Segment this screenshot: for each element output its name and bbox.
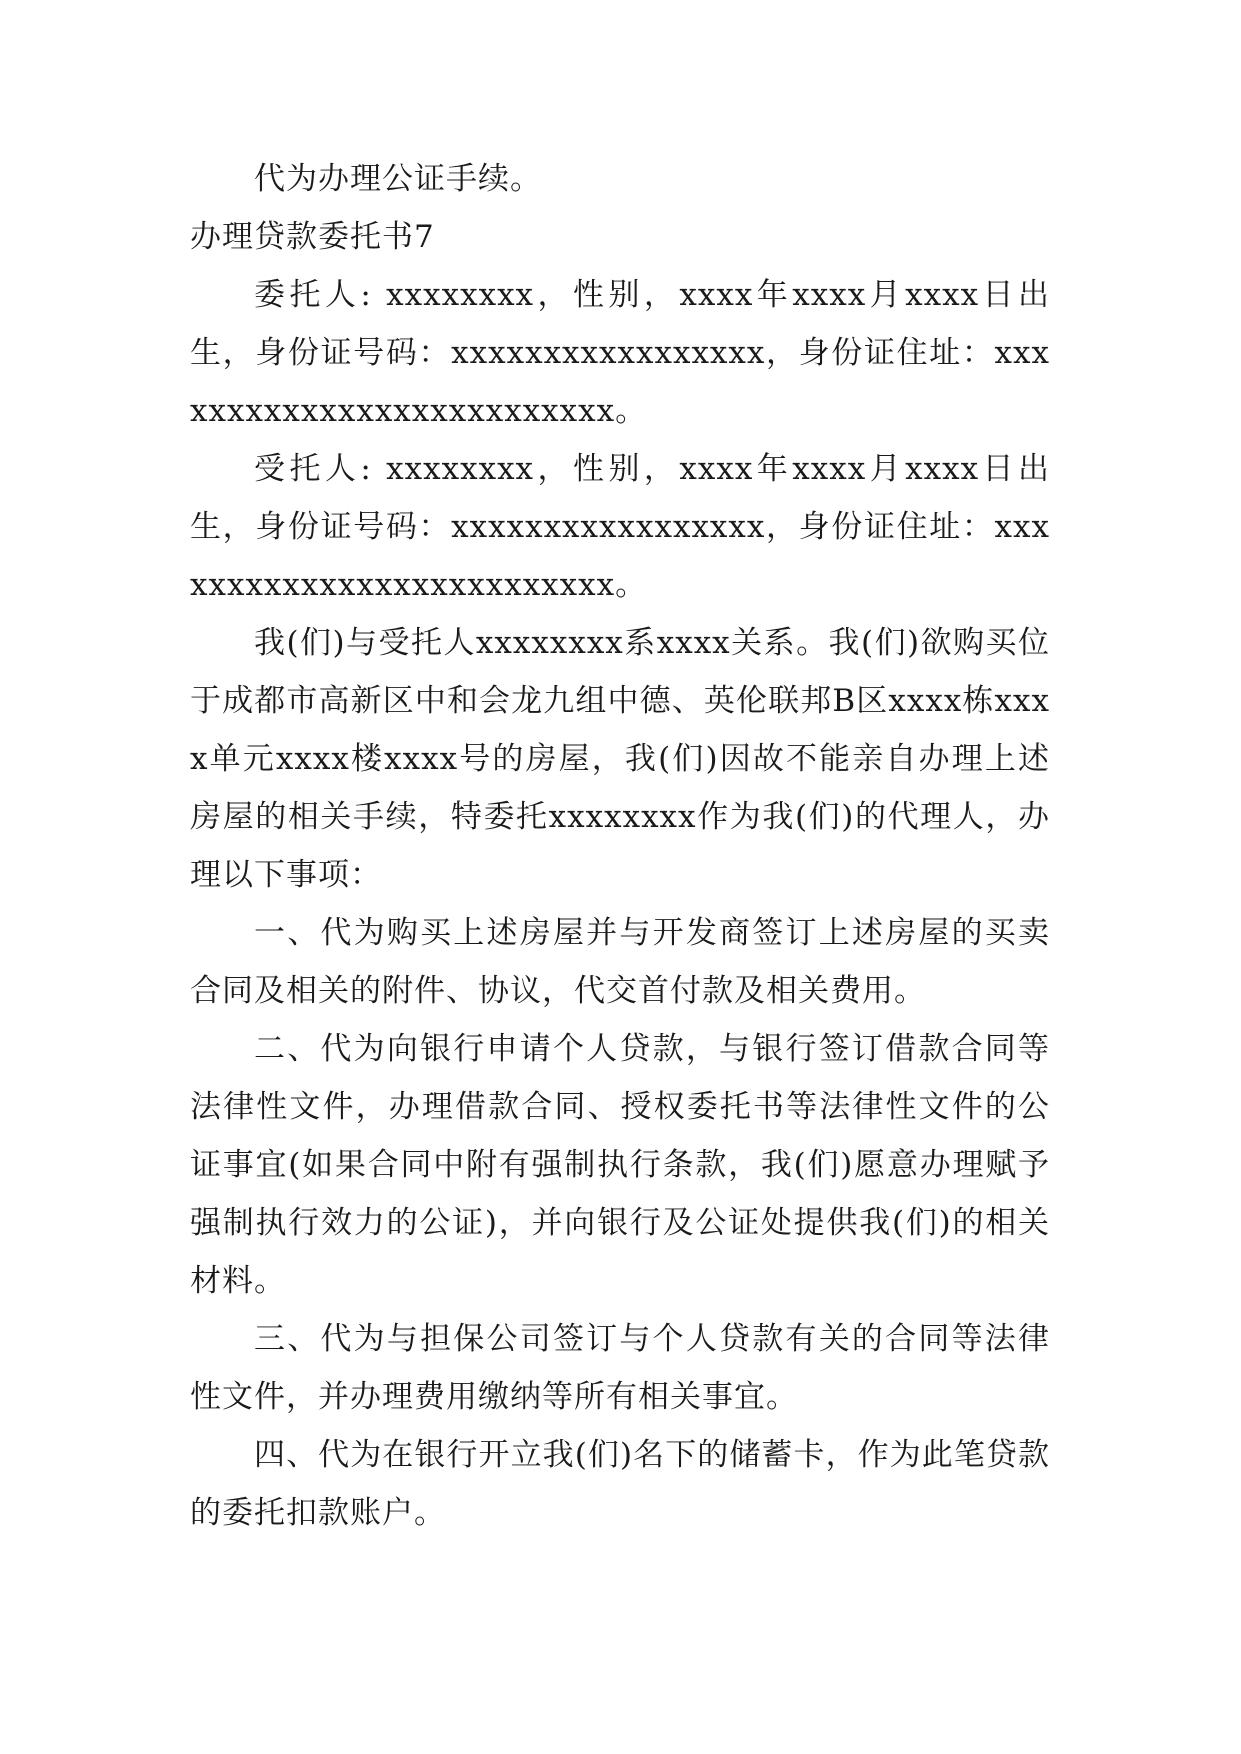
paragraph-item-2: 二、代为向银行申请个人贷款，与银行签订借款合同等法律性文件，办理借款合同、授权委托书等法律性文件的公证事宜(如果合同中附有强制执行条款，我(们)愿意办理赋予强制执行效力的公证)，并向银行及公证处提供我(们)的相关材料。	[190, 1031, 1050, 1299]
document-body	[190, 150, 1050, 1542]
paragraph-continuation: 代为办理公证手续。	[254, 161, 542, 197]
paragraph-item-3: 三、代为与担保公司签订与个人贷款有关的合同等法律性文件，并办理费用缴纳等所有相关事宜。	[190, 1321, 1050, 1415]
paragraph-purpose: 我(们)与受托人xxxxxxxx系xxxx关系。我(们)欲购买位于成都市高新区中和会龙九组中德、英伦联邦B区xxxx栋xxxx单元xxxx楼xxxx号的房屋，我(们)因故不能亲自办理上述房屋的相关手续，特委托xxxxxxxx作为我(们)的代理人，办理以下事项：	[190, 625, 1050, 893]
paragraph-item-4: 四、代为在银行开立我(们)名下的储蓄卡，作为此笔贷款的委托扣款账户。	[190, 1437, 1050, 1531]
paragraph-principal: 委托人: xxxxxxxx，性别，xxxx年xxxx月xxxx日出生，身份证号码：xxxxxxxxxxxxxxxxx，身份证住址：xxxxxxxxxxxxxxxxxxxxxxxxxx。	[190, 277, 1050, 429]
section-heading: 办理贷款委托书7	[190, 219, 435, 255]
paragraph-agent: 受托人: xxxxxxxx，性别，xxxx年xxxx月xxxx日出生，身份证号码：xxxxxxxxxxxxxxxxx，身份证住址：xxxxxxxxxxxxxxxxxxxxxxxxxx。	[190, 451, 1050, 603]
paragraph-item-1: 一、代为购买上述房屋并与开发商签订上述房屋的买卖合同及相关的附件、协议，代交首付款及相关费用。	[190, 915, 1050, 1009]
